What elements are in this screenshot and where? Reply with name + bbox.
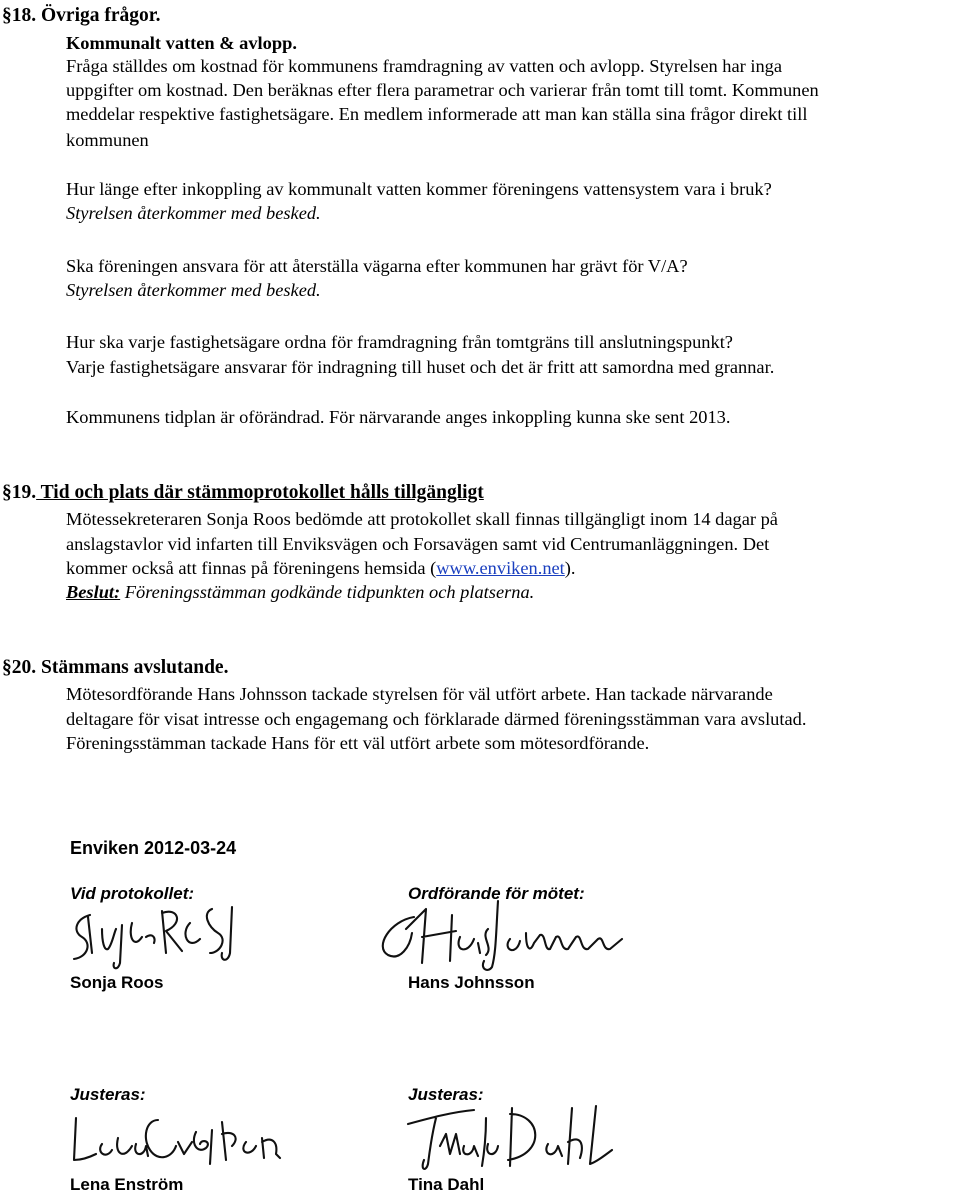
signature-role-right-top: Ordförande för mötet:: [408, 884, 585, 903]
paragraph-text: kommer också att finnas på föreningens hemsida (: [66, 558, 437, 578]
decision-text: Föreningsstämman godkände tidpunkten och platserna.: [120, 582, 535, 602]
question-1: Hur länge efter inkoppling av kommunalt vatten kommer föreningens vattensystem vara i bruk?: [66, 179, 772, 199]
signature-tina-dahl: [400, 1098, 630, 1178]
answer-3: Varje fastighetsägare ansvarar för indragning till huset och det är fritt att samordna med grannar.: [66, 357, 775, 377]
paragraph-line: deltagare för visat intresse och engagemang och förklarade därmed föreningsstämman vara avslutad.: [66, 709, 807, 729]
website-link[interactable]: www.enviken.net: [436, 558, 565, 578]
section-19-title: Tid och plats där stämmoprotokollet hålls tillgängligt: [36, 482, 484, 503]
paragraph-line: anslagstavlor vid infarten till Enviksvägen och Forsavägen samt vid Centrumanläggningen. Det: [66, 534, 770, 554]
paragraph-line: meddelar respektive fastighetsägare. En medlem informerade att man kan ställa sina frågor direkt till: [66, 104, 808, 124]
paragraph-line: kommunen: [66, 130, 149, 150]
signature-name-right-bottom: Tina Dahl: [408, 1175, 485, 1194]
question-2: Ska föreningen ansvara för att återställa vägarna efter kommunen har grävt för V/A?: [66, 256, 688, 276]
question-3: Hur ska varje fastighetsägare ordna för framdragning från tomtgräns till anslutningspunkt?: [66, 332, 733, 352]
signature-lena-enstrom: [62, 1098, 312, 1178]
signature-role-right-bottom: Justeras:: [408, 1085, 484, 1104]
signature-name-left-bottom: Lena Enström: [70, 1175, 184, 1194]
paragraph-line: Mötessekreteraren Sonja Roos bedömde att protokollet skall finnas tillgängligt inom 14 dagar på: [66, 509, 778, 529]
section-18-subheading: Kommunalt vatten & avlopp.: [66, 33, 297, 53]
section-19-number: §19.: [2, 482, 37, 503]
decision-line: [66, 580, 534, 604]
paragraph-line: uppgifter om kostnad. Den beräknas efter flera parametrar och varierar från tomt till tomt. Kommunen: [66, 80, 819, 100]
answer-1: Styrelsen återkommer med besked.: [66, 203, 321, 223]
paragraph-line: [66, 556, 576, 580]
paragraph-text: ).: [564, 558, 576, 578]
section-20-heading: §20. Stämmans avslutande.: [2, 657, 229, 678]
section-19-heading: [2, 481, 484, 505]
decision-label: Beslut:: [66, 582, 121, 602]
section-18-heading: §18. Övriga frågor.: [2, 5, 161, 26]
timeline-note: Kommunens tidplan är oförändrad. För närvarande anges inkoppling kunna ske sent 2013.: [66, 407, 731, 427]
signature-name-right-top: Hans Johnsson: [408, 973, 535, 992]
signature-role-left-top: Vid protokollet:: [70, 884, 195, 903]
signature-hans-johnsson: [370, 893, 640, 973]
paragraph-line: Mötesordförande Hans Johnsson tackade styrelsen för väl utfört arbete. Han tackade närvarande: [66, 684, 773, 704]
paragraph-line: Fråga ställdes om kostnad för kommunens framdragning av vatten och avlopp. Styrelsen har inga: [66, 56, 783, 76]
answer-2: Styrelsen återkommer med besked.: [66, 280, 321, 300]
paragraph-line: Föreningsstämman tackade Hans för ett väl utfört arbete som mötesordförande.: [66, 733, 650, 753]
signature-name-left-top: Sonja Roos: [70, 973, 164, 992]
place-date: Enviken 2012-03-24: [70, 838, 237, 858]
signature-role-left-bottom: Justeras:: [70, 1085, 146, 1104]
signature-sonja-roos: [62, 893, 252, 973]
